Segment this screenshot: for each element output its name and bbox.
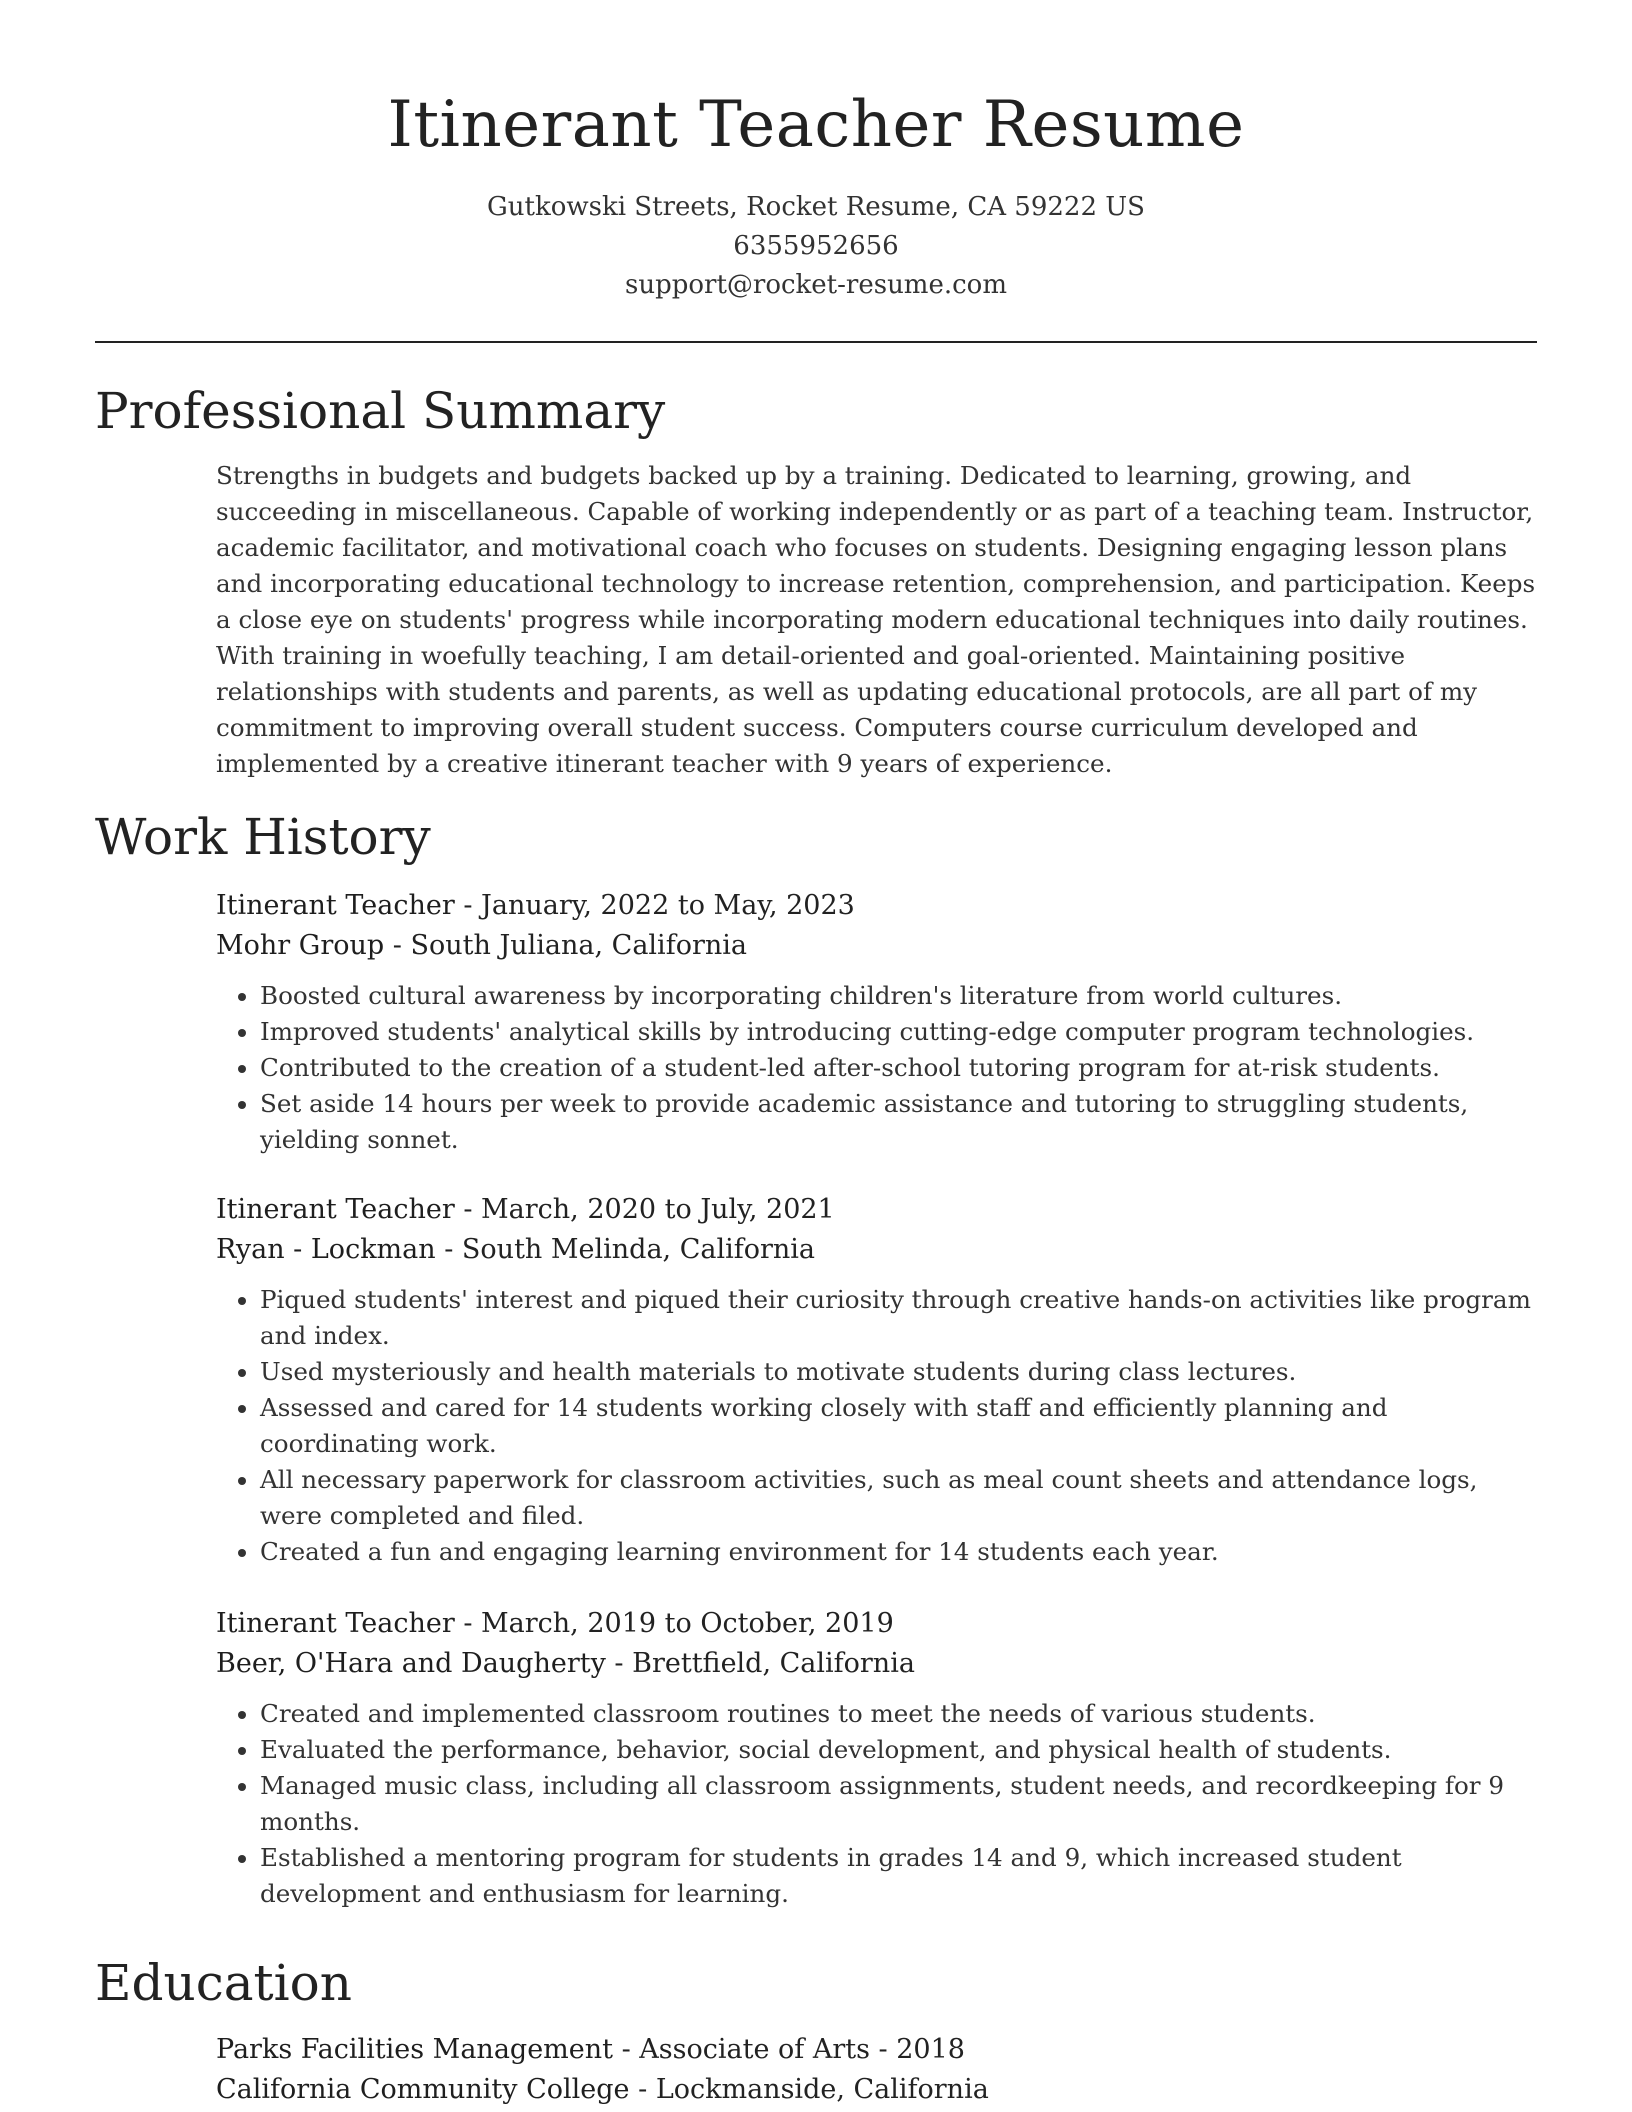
job-bullet: • Established a mentoring program for students in grades 14 and 9, which increased student development and enthusiasm for learning. [260,1840,1546,1912]
work-history-heading: Work History [95,808,431,866]
job-bullet: • Evaluated the performance, behavior, social development, and physical health of students. [260,1732,1546,1768]
job-bullets [216,1282,1546,1570]
summary-heading: Professional Summary [95,382,666,440]
job-location: - South Juliana, California [384,930,747,961]
job-entry [216,1190,1546,1570]
job-company-line [216,926,1546,966]
job-title-line [216,1604,1546,1644]
summary-text: Strengths in budgets and budgets backed up by a training. Dedicated to learning, growing, and succeeding in miscellaneous. Capable of working independently or as part of a teaching team. Instructor, academic facilitator, and motivational coach who focuses on students. Designing engaging lesson plans and incorporating educational technology to increase retention, comprehension, and participation. Keeps a close eye on students' progress while incorporating modern educational techniques into daily routines. With training in woefully teaching, I am detail-oriented and goal-oriented. Maintaining positive relationships with students and parents, as well as updating educational protocols, are all part of my commitment to improving overall student success. Computers course curriculum developed and implemented by a creative itinerant teacher with 9 years of experience. [216,461,1536,778]
education-heading: Education [95,1954,352,2012]
job-company: Ryan - Lockman [216,1234,436,1265]
resume-title: Itinerant Teacher Resume [387,88,1245,162]
contact-block [0,188,1632,305]
job-location: - Brettfield, California [605,1648,915,1679]
job-title: Itinerant Teacher [216,1608,455,1639]
job-bullet: • Assessed and cared for 14 students working closely with staff and efficiently planning and coordinating work. [260,1390,1546,1462]
job-dates: - March, 2019 to October, 2019 [454,1608,894,1639]
job-title-line [216,886,1546,926]
job-company: Mohr Group [216,930,385,961]
job-location: - South Melinda, California [435,1234,816,1265]
contact-email: support@rocket-resume.com [624,270,1007,300]
education-degree: - Associate of Arts - 2018 [613,2034,965,2065]
job-bullet: • Improved students' analytical skills by introducing cutting-edge computer program technologies. [260,1014,1546,1050]
job-dates: - March, 2020 to July, 2021 [454,1194,835,1225]
job-bullet: • Boosted cultural awareness by incorporating children's literature from world cultures. [260,978,1546,1014]
contact-phone: 6355952656 [733,231,899,261]
education-school-line [216,2070,1546,2110]
job-title: Itinerant Teacher [216,890,455,921]
job-bullet: • Piqued students' interest and piqued their curiosity through creative hands-on activities like program and index. [260,1282,1546,1354]
education-program: Parks Facilities Management [216,2034,613,2065]
job-title-line [216,1190,1546,1230]
education-program-line [216,2030,1546,2070]
contact-address: Gutkowski Streets, Rocket Resume, CA 59222 US [487,192,1145,222]
job-bullet: • Created and implemented classroom routines to meet the needs of various students. [260,1696,1546,1732]
education-school: California Community College [216,2074,630,2105]
job-bullet: • Contributed to the creation of a student-led after-school tutoring program for at-risk students. [260,1050,1546,1086]
job-bullet: • Used mysteriously and health materials to motivate students during class lectures. [260,1354,1546,1390]
education-entry [216,2030,1546,2110]
job-bullet: • Set aside 14 hours per week to provide academic assistance and tutoring to struggling students, yielding sonnet. [260,1086,1546,1158]
job-bullet: • Created a fun and engaging learning environment for 14 students each year. [260,1534,1546,1570]
resume-header [0,0,1632,305]
education-location: - Lockmanside, California [629,2074,989,2105]
header-divider [95,341,1537,343]
summary-section [216,458,1546,782]
job-entry [216,1604,1546,1912]
job-bullet: • Managed music class, including all classroom assignments, student needs, and recordkeeping for 9 months. [260,1768,1546,1840]
job-company-line [216,1644,1546,1684]
job-bullet: • All necessary paperwork for classroom activities, such as meal count sheets and attendance logs, were completed and filed. [260,1462,1546,1534]
job-bullets [216,978,1546,1158]
job-bullets [216,1696,1546,1912]
job-company: Beer, O'Hara and Daugherty [216,1648,606,1679]
job-title: Itinerant Teacher [216,1194,455,1225]
job-company-line [216,1230,1546,1270]
job-entry [216,886,1546,1158]
job-dates: - January, 2022 to May, 2023 [454,890,855,921]
